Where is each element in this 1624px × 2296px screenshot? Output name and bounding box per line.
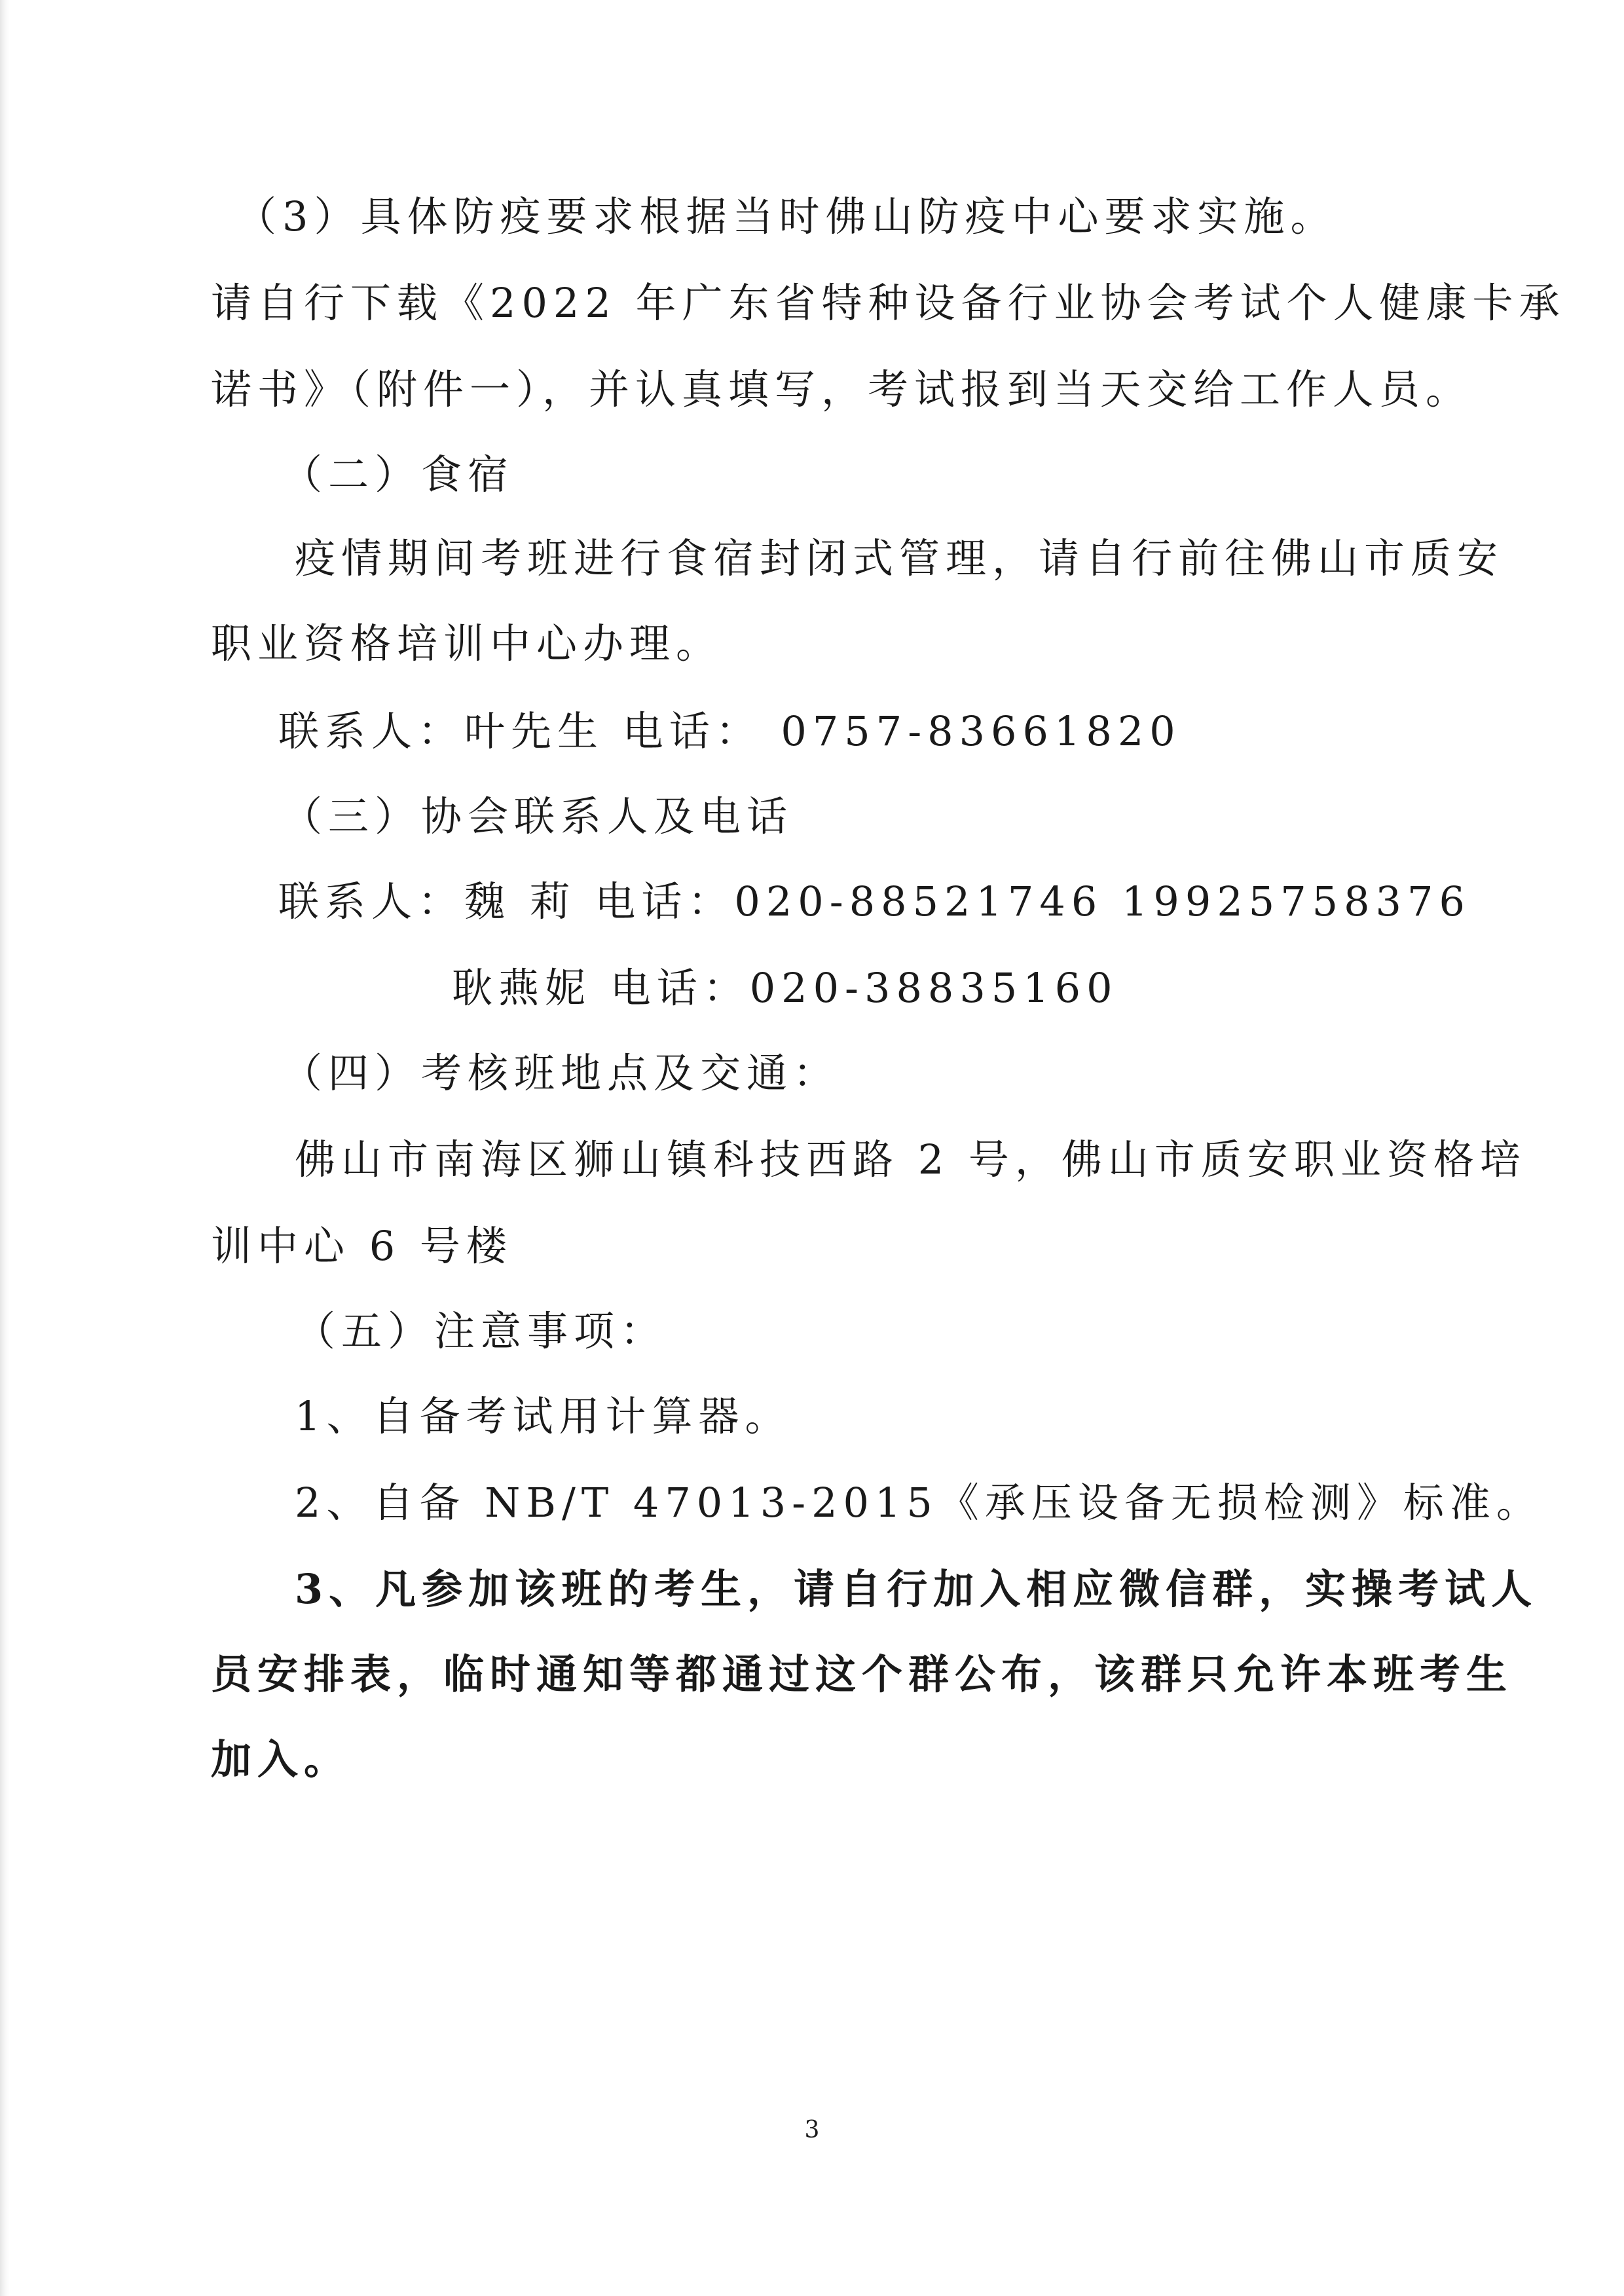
text-line-2: 请自行下载《2022 年广东省特种设备行业协会考试个人健康卡承 (211, 279, 1566, 327)
note-item-3-line-1: 3、凡参加该班的考生，请自行加入相应微信群，实操考试人 (295, 1565, 1538, 1613)
section-heading-5: （五）注意事项： (295, 1307, 667, 1355)
text-line-6: 职业资格培训中心办理。 (211, 620, 723, 667)
contact-line-3: 耿燕妮 电话：020-38835160 (452, 964, 1118, 1012)
text-line-1: （3）具体防疫要求根据当时佛山防疫中心要求实施。 (236, 193, 1337, 240)
section-heading-3: （三）协会联系人及电话 (282, 792, 794, 840)
note-item-2: 2、自备 NB/T 47013-2015《承压设备无损检测》标准。 (295, 1479, 1543, 1527)
page-number: 3 (804, 2117, 820, 2143)
note-item-3-line-3: 加入。 (211, 1735, 351, 1783)
text-line-3: 诺书》（附件一），并认真填写，考试报到当天交给工作人员。 (211, 365, 1473, 413)
contact-line-2: 联系人：魏 莉 电话：020-88521746 19925758376 (278, 878, 1471, 925)
note-item-1: 1、自备考试用计算器。 (295, 1392, 792, 1440)
address-line-1: 佛山市南海区狮山镇科技西路 2 号，佛山市质安职业资格培 (295, 1136, 1526, 1183)
scan-edge (0, 0, 9, 2296)
section-heading-4: （四）考核班地点及交通： (282, 1049, 840, 1097)
note-item-3-line-2: 员安排表，临时通知等都通过这个群公布，该群只允许本班考生 (211, 1650, 1513, 1698)
address-line-2: 训中心 6 号楼 (211, 1222, 513, 1270)
text-line-5: 疫情期间考班进行食宿封闭式管理，请自行前往佛山市质安 (295, 534, 1504, 582)
section-heading-2: （二）食宿 (282, 451, 515, 498)
contact-line-1: 联系人：叶先生 电话： 0757-83661820 (278, 707, 1181, 755)
